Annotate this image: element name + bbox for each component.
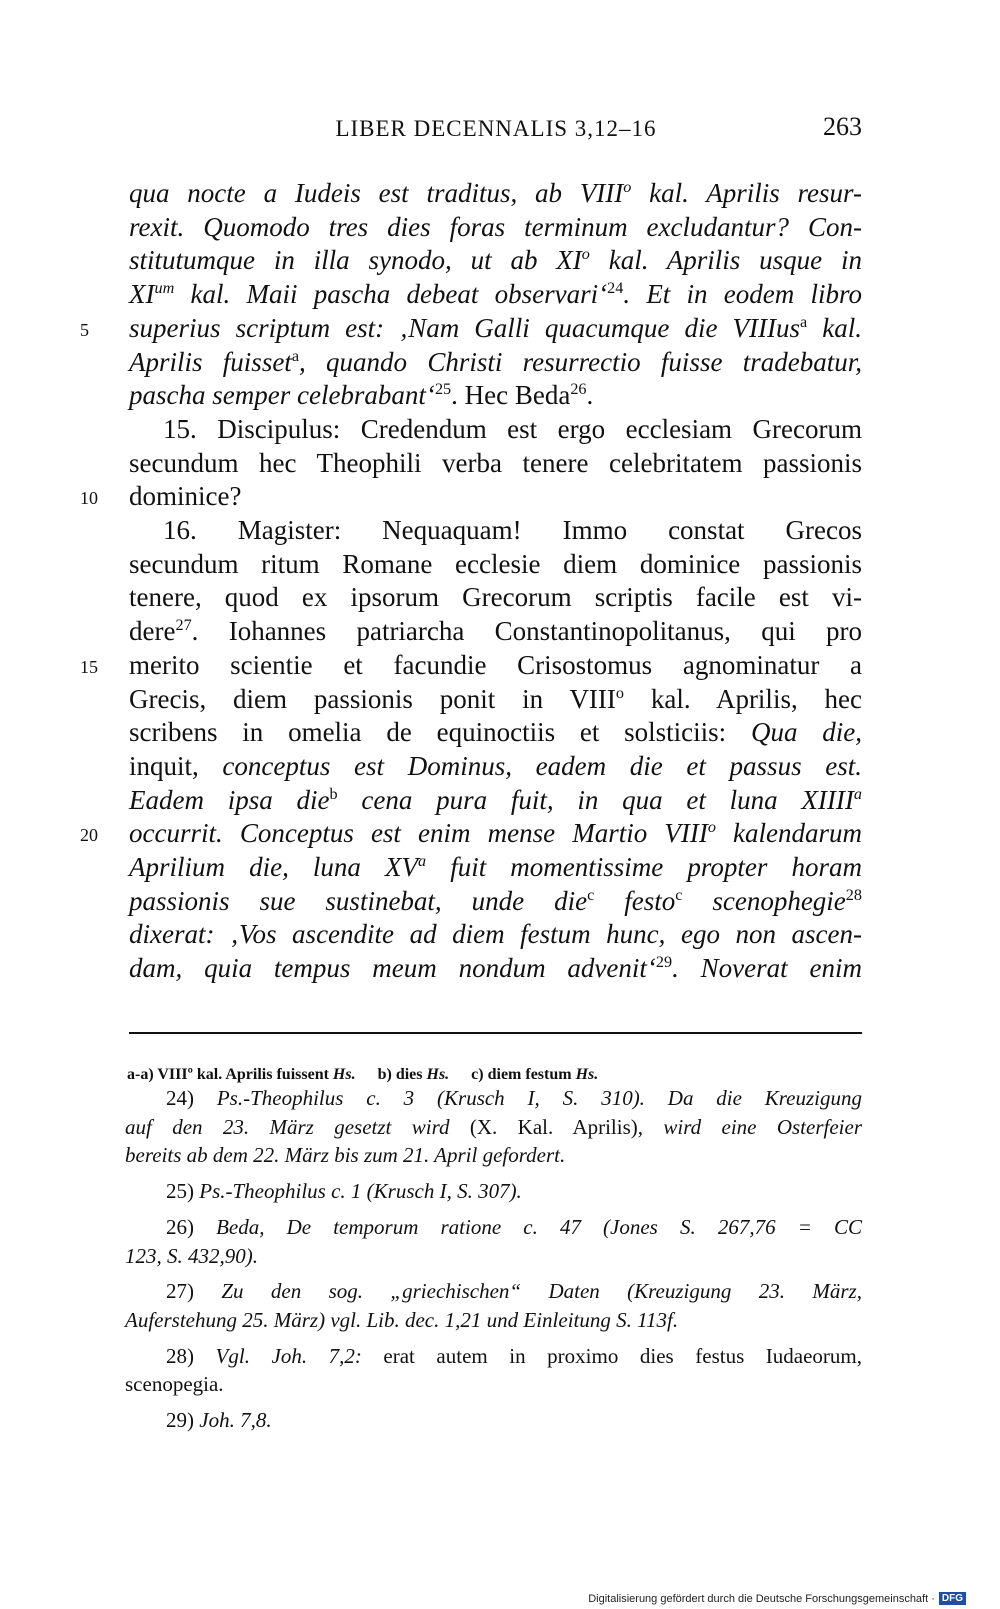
text-segment: erat autem in proximo dies festus Iudaeorum, (383, 1343, 863, 1368)
text-line (129, 210, 862, 244)
text-segment: scenophegie (682, 885, 846, 916)
text-segment: Beda, De temporum ratione c. 47 (Jones S. 267,76 = CC (216, 1214, 862, 1239)
footnote-line (166, 1341, 862, 1371)
superscript-mark: a (853, 784, 862, 803)
text-segment: dominice? (129, 481, 242, 512)
superscript-mark: um (154, 279, 175, 298)
text-line (129, 277, 862, 311)
apparatus-note-a: a-a) VIIIº kal. Aprilis fuissent (127, 1066, 333, 1083)
text-segment: secundum ritum Romane ecclesie diem dominice passionis (129, 548, 862, 579)
text-line (129, 951, 862, 985)
text-segment: 25) (166, 1179, 200, 1204)
text-segment: cena pura fuit, in qua et luna XIIII (337, 784, 854, 815)
text-line (129, 816, 862, 850)
apparatus-hs-c: Hs. (575, 1066, 599, 1083)
text-segment: auf den 23. März gesetzt wird (125, 1114, 470, 1139)
text-segment: Ps.-Theophilus c. 3 (Krusch I, S. 310). Da die Kreuzigung (216, 1086, 863, 1110)
superscript-mark: a (291, 346, 299, 365)
text-line (129, 749, 862, 783)
superscript-mark: c (587, 885, 595, 904)
apparatus-hs-b: Hs. (426, 1066, 450, 1083)
text-segment: Joh. 7,8. (199, 1408, 272, 1432)
text-segment: kal. Aprilis usque in (589, 245, 862, 276)
text-segment: . Iohannes patriarcha Constantinopolitanus, qui pro (191, 616, 862, 647)
text-segment: 26) (166, 1214, 217, 1239)
text-segment: secundum hec Theophili verba tenere celebritatem passionis (129, 447, 862, 478)
footnote-line (166, 1176, 862, 1206)
footnote-rule (129, 1032, 862, 1034)
text-line (129, 479, 862, 513)
text-segment: fuit momentissime propter horam (426, 852, 862, 882)
footnote-line (166, 1083, 862, 1113)
text-segment: scenopegia. (125, 1372, 224, 1397)
page-number: 263 (823, 112, 862, 141)
text-line (129, 580, 862, 614)
running-title: LIBER DECENNALIS 3,12–16 (335, 116, 657, 141)
text-segment: 16. Magister: Nequaquam! Immo constat Grecos (163, 515, 862, 545)
text-segment: Aprilium die, luna XV (129, 852, 419, 882)
text-segment: kal. (807, 312, 862, 343)
footnote-line (125, 1305, 862, 1335)
text-segment: Ps.-Theophilus c. 1 (Krusch I, S. 307). (199, 1179, 522, 1204)
superscript-mark: o (623, 178, 632, 196)
text-segment: Qua die, (750, 717, 862, 748)
text-segment: tenere, quod ex ipsorum Grecorum scriptis facile est vi- (129, 582, 862, 613)
digitization-credit (588, 1592, 966, 1605)
superscript-mark: c (675, 885, 683, 904)
text-segment: XI (129, 279, 155, 310)
text-segment: 29) (166, 1408, 200, 1432)
line-number: 5 (80, 319, 89, 340)
footnote-line (125, 1369, 862, 1399)
superscript-mark: 28 (845, 885, 862, 904)
text-line (129, 345, 862, 379)
footnote-line (125, 1241, 862, 1271)
text-line (129, 648, 862, 682)
text-segment: 24) (166, 1086, 217, 1110)
text-segment: stitutumque in illa synodo, ut ab XI (129, 245, 582, 276)
text-line (129, 311, 862, 345)
text-segment: passionis sue sustinebat, unde die (129, 885, 588, 916)
text-segment: dam, quia tempus meum nondum advenit‘ (129, 953, 656, 984)
text-line (129, 884, 862, 918)
text-segment: kal. Aprilis resur- (631, 178, 862, 208)
text-line (129, 378, 862, 412)
line-number: 15 (80, 656, 98, 677)
text-segment: wird eine Osterfeier (663, 1114, 862, 1139)
text-segment: merito scientie et facundie Crisostomus agnominatur a (129, 649, 862, 680)
text-segment: Zu den sog. „griechischen“ Daten (Kreuzigung 23. März, (221, 1279, 862, 1304)
apparatus-note-c: c) diem festum (471, 1066, 576, 1083)
text-line (129, 176, 862, 210)
superscript-mark: o (581, 245, 590, 264)
text-segment: . Noverat enim (672, 953, 862, 984)
text-segment: 15. Discipulus: Credendum est ergo ecclesiam Grecorum (163, 413, 862, 444)
text-segment: 27) (166, 1279, 222, 1304)
superscript-mark: 24 (607, 279, 624, 298)
text-line (163, 513, 862, 547)
apparatus-hs-a: Hs. (332, 1066, 356, 1083)
text-segment: dixerat: ‚Vos ascendite ad diem festum hunc, ego non ascen- (129, 919, 862, 950)
superscript-mark: a (799, 312, 808, 331)
superscript-mark: a (418, 852, 427, 870)
text-segment: Eadem ipsa die (129, 784, 330, 815)
line-number: 10 (80, 488, 98, 509)
credit-text: Digitalisierung gefördert durch die Deutsche Forschungsgemeinschaft · (588, 1592, 935, 1605)
superscript-mark: o (615, 683, 625, 702)
text-line (129, 917, 862, 951)
superscript-mark: 27 (175, 616, 192, 635)
page-header (130, 112, 862, 152)
text-segment: festo (594, 885, 676, 916)
text-line (129, 547, 862, 581)
text-segment: dere (129, 616, 176, 647)
footnote-line (125, 1140, 862, 1170)
text-line (129, 682, 862, 716)
text-line (129, 783, 862, 817)
text-segment: pascha semper celebrabant‘ (129, 380, 435, 411)
text-segment: bereits ab dem 22. März bis zum 21. April gefordert. (125, 1143, 566, 1168)
line-number: 20 (80, 825, 98, 846)
superscript-mark: o (707, 818, 716, 837)
footnote-line (166, 1276, 862, 1306)
text-segment: conceptus est Dominus, eadem die et passus est. (222, 750, 862, 781)
text-segment: superius scriptum est: ‚Nam Galli quacumque die VIIIus (129, 312, 800, 343)
text-line (129, 614, 862, 648)
text-segment: Auferstehung 25. März) vgl. Lib. dec. 1,21 und Einleitung S. 113f. (125, 1307, 679, 1332)
footnote-line (166, 1212, 862, 1242)
text-segment: occurrit. Conceptus est enim mense Martio VIII (129, 818, 708, 849)
text-line (129, 446, 862, 480)
text-line (129, 243, 862, 277)
superscript-mark: 26 (570, 380, 587, 399)
text-segment: Aprilis fuisset (129, 346, 292, 377)
text-segment: kal. Aprilis, hec (624, 683, 863, 714)
text-segment: Vgl. Joh. 7,2: (215, 1343, 384, 1368)
footnote-line (166, 1405, 862, 1435)
critical-apparatus (127, 1066, 598, 1084)
text-segment: kalendarum (715, 818, 862, 849)
text-segment: . Et in eodem libro (623, 279, 862, 310)
text-line (163, 412, 862, 446)
text-segment: kal. Maii pascha debeat observari‘ (174, 279, 608, 310)
text-segment: qua nocte a Iudeis est traditus, ab VIII (129, 178, 624, 208)
text-segment: 123, S. 432,90). (125, 1243, 258, 1268)
apparatus-note-b: b) dies (377, 1066, 427, 1083)
text-segment: Grecis, diem passionis ponit in VIII (129, 683, 616, 714)
text-segment: , quando Christi resurrectio fuisse tradebatur, (299, 346, 862, 377)
text-segment: 28) (166, 1343, 216, 1368)
superscript-mark: 25 (434, 380, 452, 399)
text-segment: . Hec Beda (451, 380, 571, 411)
text-segment: (X. Kal. Aprilis), (469, 1114, 664, 1139)
superscript-mark: b (329, 784, 338, 803)
dfg-logo: DFG (939, 1592, 966, 1605)
text-segment: rexit. Quomodo tres dies foras terminum excludantur? Con- (129, 211, 862, 242)
text-segment: scribens in omelia de equinoctiis et solsticiis: (129, 717, 751, 748)
superscript-mark: 29 (655, 953, 673, 972)
text-segment: . (586, 380, 594, 411)
footnote-line (125, 1112, 862, 1142)
text-line (129, 850, 862, 884)
text-line (129, 715, 862, 749)
text-segment: inquit, (129, 750, 223, 781)
